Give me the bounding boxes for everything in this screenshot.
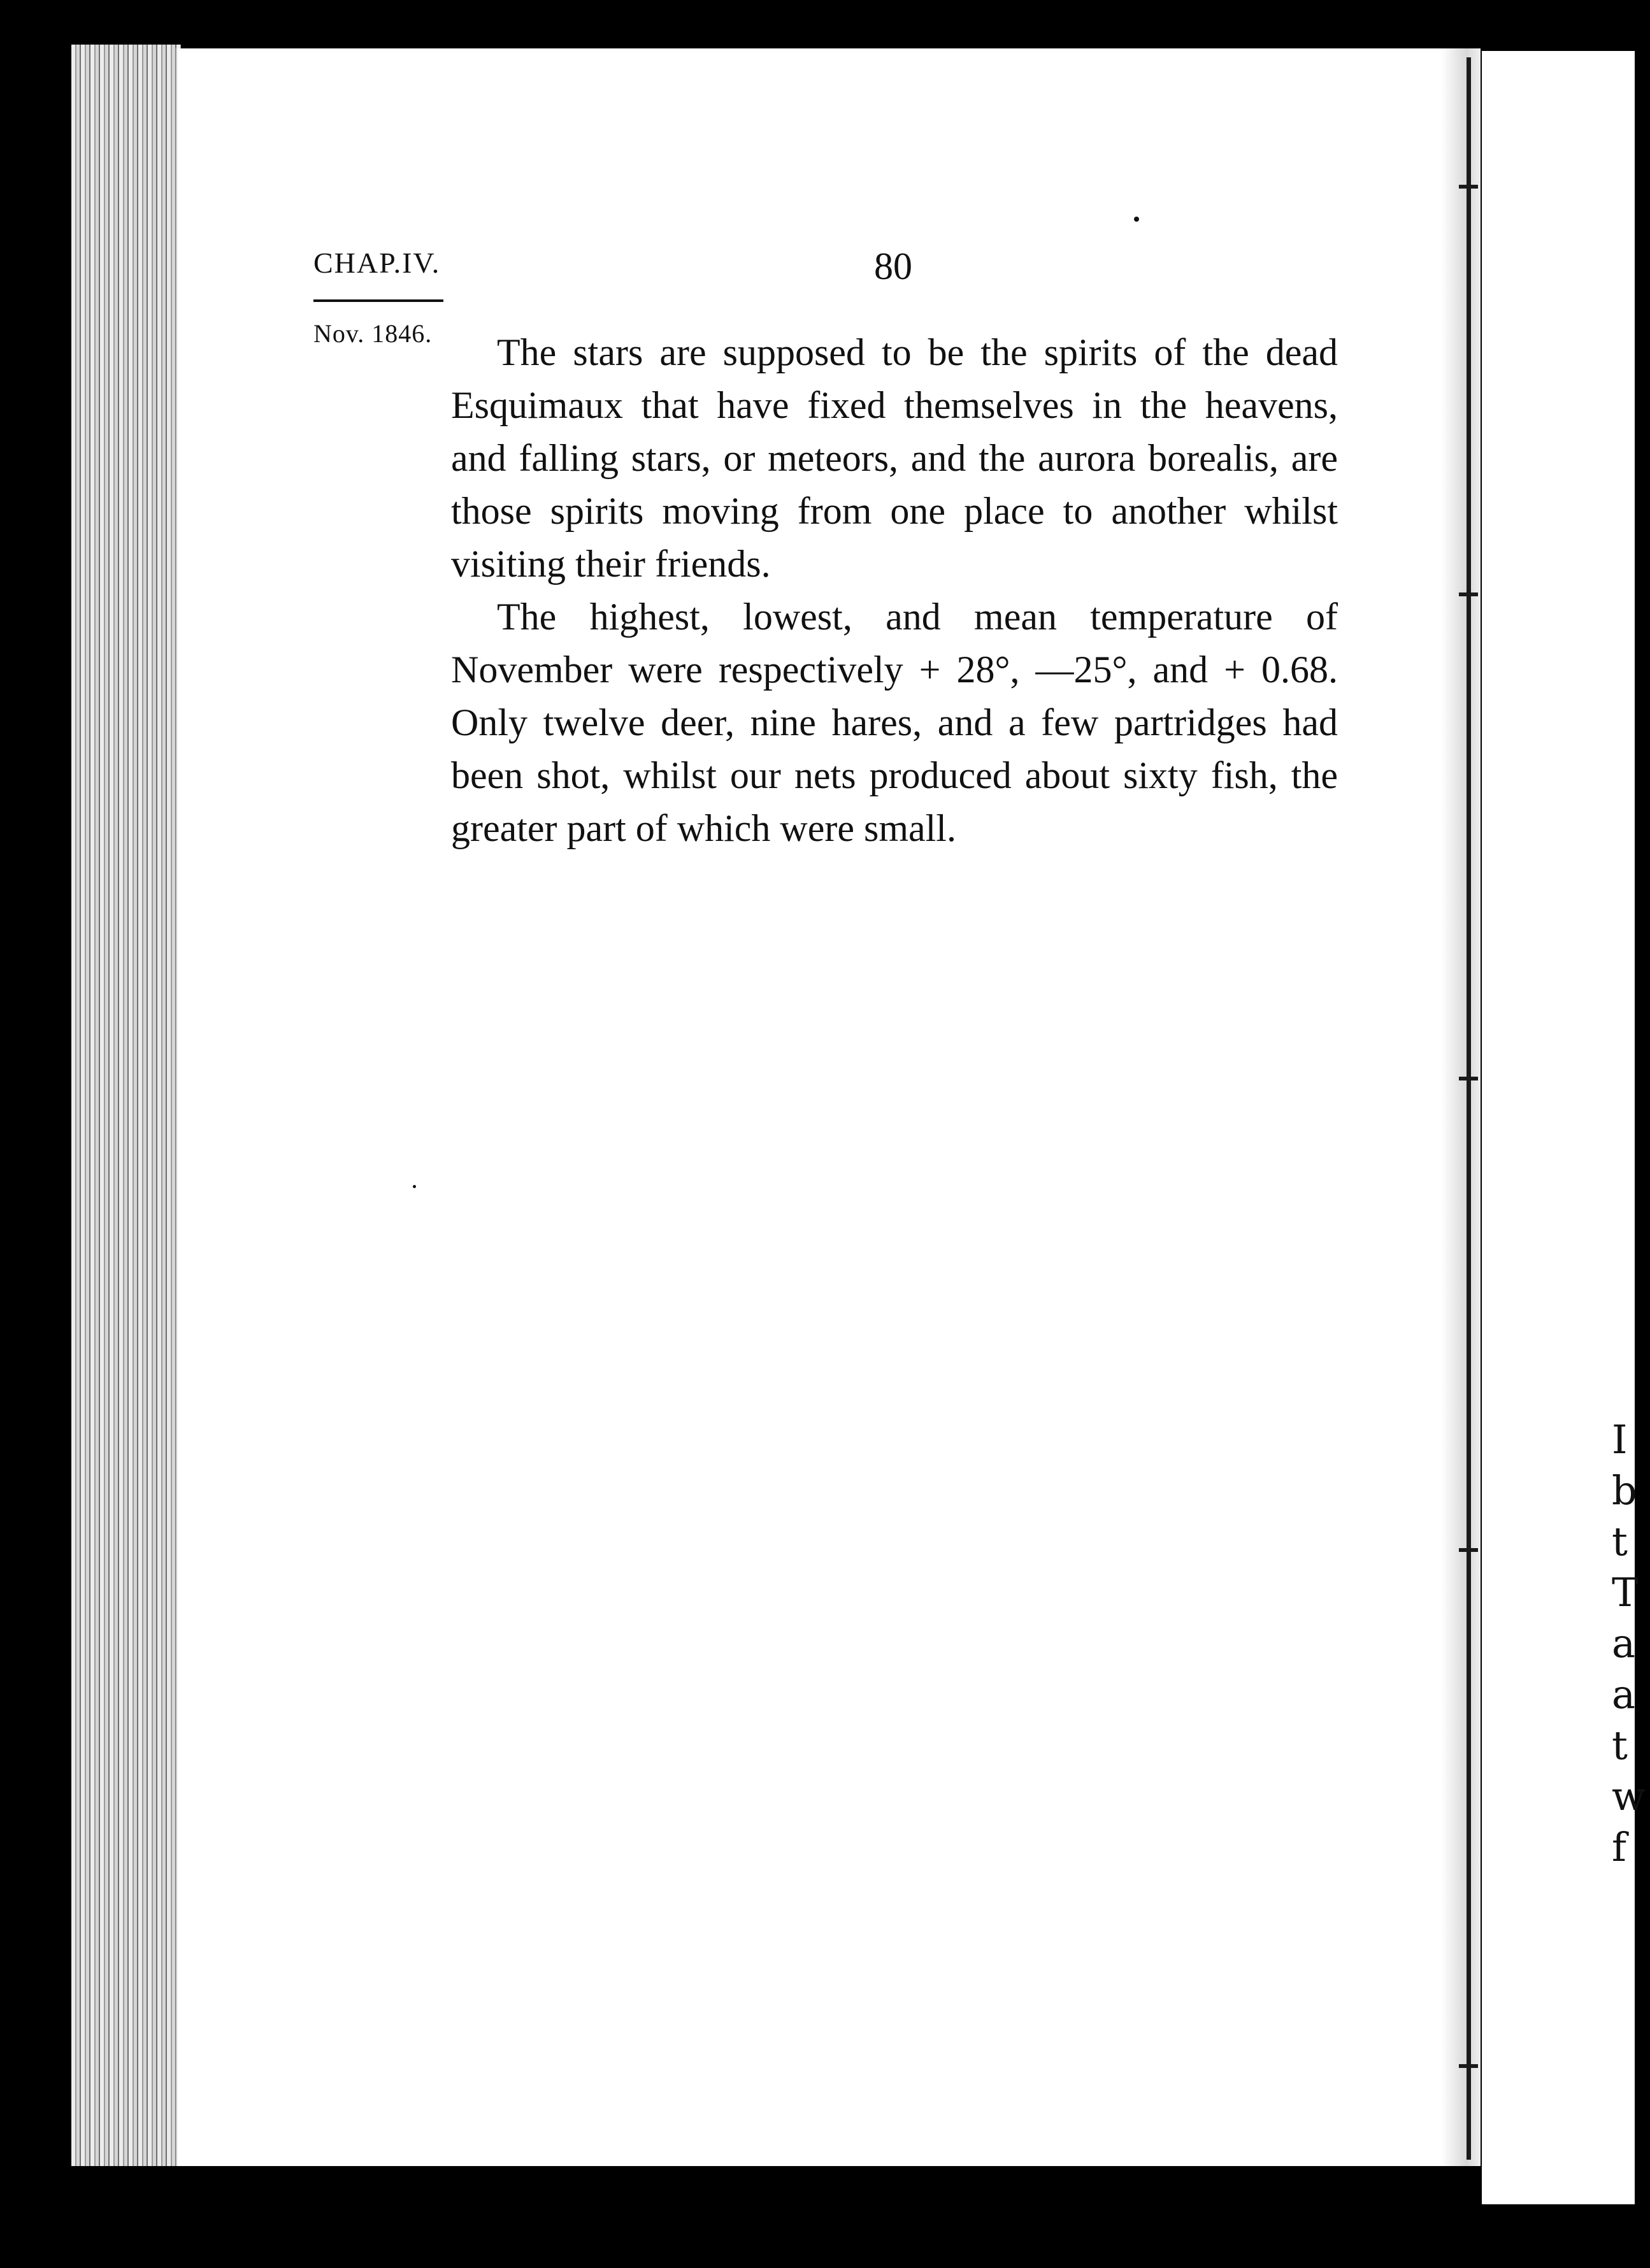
facing-fragment: f (1612, 1824, 1626, 1870)
margin-date-note: Nov. 1846. (313, 319, 433, 348)
facing-fragment: w (1612, 1773, 1646, 1819)
paragraph: The stars are supposed to be the spirits of the dead Esquimaux that have fixed themselves in the heavens, and falling stars, or meteors, and the aurora borealis, are those spirits moving from one place to another whilst visiting their friends. (451, 331, 1338, 585)
facing-page (1482, 51, 1635, 2204)
spine-tick (1459, 592, 1478, 596)
page-number: 80 (874, 245, 912, 287)
facing-fragment: t (1612, 1722, 1628, 1769)
facing-fragment: a (1612, 1671, 1635, 1718)
facing-fragment: T (1612, 1569, 1639, 1616)
paragraph: The highest, lowest, and mean temperature of November were respectively + 28°, —25°, and + 0.68. Only twelve deer, nine hares, and a few partridges had been shot, whilst our nets produced about sixty fish, the greater part of which were small. (451, 596, 1338, 849)
spine-tick (1459, 1548, 1478, 1552)
facing-fragment: b (1612, 1467, 1637, 1514)
facing-fragment: I (1612, 1416, 1628, 1463)
running-head: CHAP.IV. (313, 247, 441, 279)
facing-fragment: t (1612, 1518, 1628, 1565)
spine-tick (1459, 185, 1478, 189)
speck (413, 1185, 416, 1188)
gutter-shadow (1441, 48, 1481, 2166)
body-text (451, 326, 1338, 855)
spine-line (1467, 57, 1471, 2160)
page-edge-stack (71, 45, 181, 2166)
facing-page-text (1612, 1414, 1650, 1873)
spine-tick (1459, 1077, 1478, 1080)
spine-tick (1459, 2064, 1478, 2068)
facing-fragment: a (1612, 1620, 1635, 1667)
speck (1134, 217, 1139, 222)
running-head-rule (313, 299, 443, 302)
